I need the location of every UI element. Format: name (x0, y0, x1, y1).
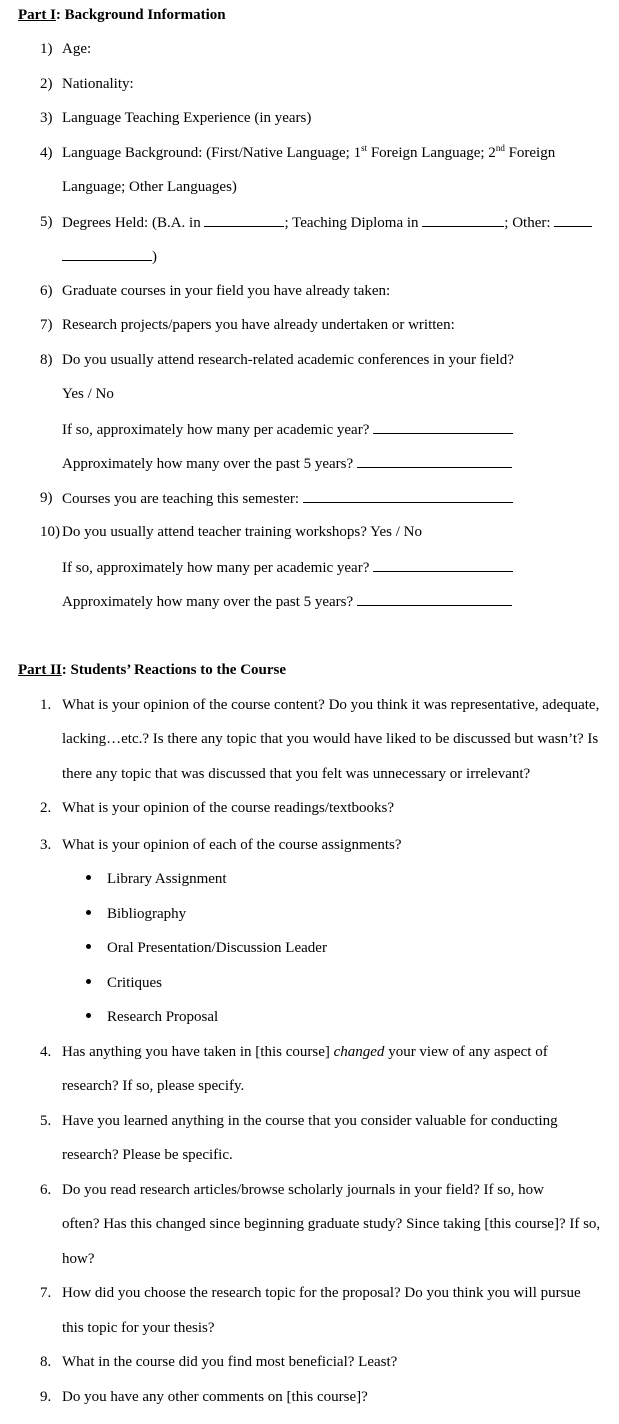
question-changed-view-cont: research? If so, please specify. (62, 1078, 245, 1094)
changed-view-emphasis: changed (333, 1044, 385, 1060)
ba-blank-field[interactable] (204, 213, 284, 227)
courses-teaching-blank[interactable] (303, 489, 513, 503)
item-language-background (62, 144, 555, 162)
item-nationality: Nationality: (62, 76, 134, 92)
item-number: 3) (40, 110, 53, 126)
part1-heading-label: Part I (18, 7, 56, 23)
question-read-articles-cont: how? (62, 1251, 95, 1267)
ordinal-sup: nd (495, 143, 505, 153)
part2-heading-label: Part II (18, 662, 62, 678)
question-course-content: What is your opinion of the course content? Do you think it was representative, adequate, (62, 697, 600, 713)
item-number: 9) (40, 490, 53, 506)
lang-bg-text: Language Background: (First/Native Language; 1 (62, 145, 362, 161)
workshops-past-5 (62, 592, 512, 611)
part1-heading-rest: : Background Information (55, 7, 226, 23)
question-learned-valuable: Have you learned anything in the course that you consider valuable for conducting (62, 1113, 558, 1129)
question-other-comments: Do you have any other comments on [this course]? (62, 1389, 368, 1405)
conferences-past-5-blank[interactable] (357, 454, 512, 468)
diploma-blank-field[interactable] (422, 213, 504, 227)
assignment-item: Library Assignment (107, 871, 227, 887)
part2-heading (18, 661, 286, 679)
assignment-item: Critiques (107, 975, 162, 991)
assignment-item: Research Proposal (107, 1009, 219, 1025)
part1-heading (18, 6, 226, 24)
item-age: Age: (62, 41, 92, 57)
question-readings: What is your opinion of the course readings/textbooks? (62, 800, 395, 816)
bullet-icon (86, 910, 91, 915)
other-blank-field-cont[interactable] (62, 247, 152, 261)
item-research-projects: Research projects/papers you have already undertaken or written: (62, 317, 455, 333)
degrees-text: ; Other: (504, 215, 555, 231)
ordinal-sup: st (361, 143, 368, 153)
question-number: 5. (40, 1113, 52, 1129)
item-number: 6) (40, 283, 53, 299)
question-read-articles: Do you read research articles/browse scholarly journals in your field? If so, how (62, 1182, 544, 1198)
question-course-content-cont: there any topic that was discussed that you felt was unnecessary or irrelevant? (62, 766, 531, 782)
courses-teaching-label: Courses you are teaching this semester: (62, 491, 303, 507)
degrees-text: Degrees Held: (B.A. in (62, 215, 205, 231)
item-number: 10) (40, 524, 60, 540)
changed-view-text: Has anything you have taken in [this course] (62, 1044, 334, 1060)
question-number: 2. (40, 800, 52, 816)
assignment-item: Oral Presentation/Discussion Leader (107, 940, 327, 956)
bullet-icon (86, 1013, 91, 1018)
item-number: 4) (40, 145, 53, 161)
item-language-background-cont: Language; Other Languages) (62, 179, 237, 195)
question-read-articles-cont: often? Has this changed since beginning graduate study? Since taking [this course]? If so, (62, 1216, 601, 1232)
item-workshops: Do you usually attend teacher training workshops? Yes / No (62, 524, 422, 540)
workshops-per-year-blank[interactable] (373, 558, 513, 572)
question-number: 6. (40, 1182, 52, 1198)
conferences-past-5-label: Approximately how many over the past 5 years? (62, 456, 357, 472)
conferences-past-5 (62, 454, 512, 473)
question-number: 9. (40, 1389, 52, 1405)
assignment-item: Bibliography (107, 906, 187, 922)
conferences-per-year-label: If so, approximately how many per academic year? (62, 422, 374, 438)
item-teaching-experience: Language Teaching Experience (in years) (62, 110, 312, 126)
item-number: 7) (40, 317, 53, 333)
item-conferences: Do you usually attend research-related academic conferences in your field? (62, 352, 514, 368)
bullet-icon (86, 875, 91, 880)
item-number: 8) (40, 352, 53, 368)
conferences-per-year (62, 420, 513, 439)
question-assignments: What is your opinion of each of the course assignments? (62, 837, 402, 853)
workshops-per-year-label: If so, approximately how many per academic year? (62, 560, 374, 576)
other-blank-field[interactable] (554, 213, 592, 227)
degrees-text: ; Teaching Diploma in (284, 215, 423, 231)
question-number: 8. (40, 1354, 52, 1370)
item-graduate-courses: Graduate courses in your field you have already taken: (62, 283, 391, 299)
item-number: 5) (40, 214, 53, 230)
workshops-per-year (62, 558, 513, 577)
lang-bg-text: Foreign (504, 145, 556, 161)
bullet-icon (86, 979, 91, 984)
conferences-per-year-blank[interactable] (373, 420, 513, 434)
bullet-icon (86, 944, 91, 949)
question-number: 1. (40, 697, 52, 713)
question-changed-view (62, 1043, 548, 1061)
item-degrees-held-cont (62, 247, 157, 266)
changed-view-text: your view of any aspect of (384, 1044, 548, 1060)
item-courses-teaching (62, 489, 513, 508)
part2-heading-rest: : Students’ Reactions to the Course (61, 662, 287, 678)
lang-bg-text: Foreign Language; 2 (367, 145, 496, 161)
question-most-beneficial: What in the course did you find most beneficial? Least? (62, 1354, 398, 1370)
item-number: 2) (40, 76, 53, 92)
question-research-topic-cont: this topic for your thesis? (62, 1320, 215, 1336)
degrees-text: ) (152, 249, 157, 265)
workshops-past-5-label: Approximately how many over the past 5 years? (62, 594, 357, 610)
question-research-topic: How did you choose the research topic for the proposal? Do you think you will pursue (62, 1285, 581, 1301)
workshops-past-5-blank[interactable] (357, 592, 512, 606)
question-number: 7. (40, 1285, 52, 1301)
question-course-content-cont: lacking…etc.? Is there any topic that you would have liked to be discussed but wasn’t? Is (62, 731, 599, 747)
question-number: 4. (40, 1044, 52, 1060)
conferences-yes-no[interactable]: Yes / No (62, 386, 114, 402)
item-number: 1) (40, 41, 53, 57)
item-degrees-held (62, 213, 592, 232)
question-number: 3. (40, 837, 52, 853)
question-learned-valuable-cont: research? Please be specific. (62, 1147, 233, 1163)
